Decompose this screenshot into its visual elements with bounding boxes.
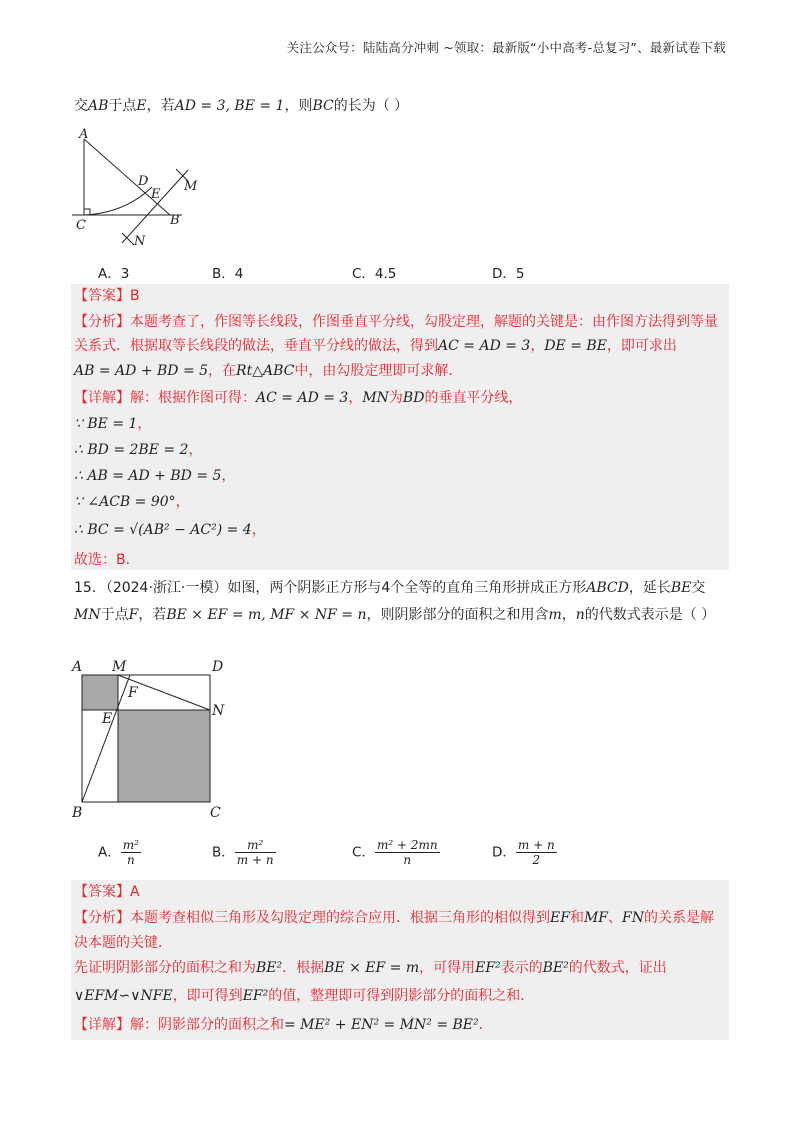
label-d: D <box>212 659 224 675</box>
large-shaded-square <box>118 710 210 802</box>
q15-stem-line1: 15．（2024·浙江·一模）如图，两个阴影正方形与4个全等的直角三角形拼成正方形ABCD，延长BE交 <box>74 580 706 596</box>
label-a: A <box>79 127 89 142</box>
label-c: C <box>210 805 221 820</box>
q14-step2: ∴ BD = 2BE = 2， <box>74 442 203 458</box>
q15-analysis-line1: 【分析】本题考查相似三角形及勾股定理的综合应用．根据三角形的相似得到EF和MF、FN的关系是解 <box>74 910 714 926</box>
q15-stem-line2: MN于点F，若BE × EF = m, MF × NF = n，则阴影部分的面积之和用含m，n的代数式表示是（ ） <box>74 607 716 623</box>
small-shaded-square <box>82 675 118 710</box>
q15-option-c: C． $\frac{\text{m² + 2mn}}{n}$ <box>352 838 438 867</box>
label-b: B <box>170 213 180 228</box>
q15-detail: 【详解】解：阴影部分的面积之和= ME² + EN² = MN² = BE²． <box>74 1017 493 1033</box>
q15-option-b: B． $\frac{\text{m²}}{m + n}$ <box>212 838 274 867</box>
q14-option-b: B．4 <box>212 266 244 282</box>
label-n: N <box>212 703 225 719</box>
label-b: B <box>72 805 83 820</box>
q14-step3: ∴ AB = AD + BD = 5， <box>74 468 236 484</box>
right-angle-mark <box>84 209 90 215</box>
q14-step5: ∴ BC = √(AB² − AC²) = 4， <box>74 522 266 538</box>
arc-cd <box>84 187 152 215</box>
q15-answer: 【答案】A <box>74 884 140 900</box>
label-c: C <box>76 218 86 233</box>
q14-analysis-line2: 关系式．根据取等长线段的做法，垂直平分线的做法，得到AC = AD = 3，DE = BE，即可求出 <box>74 338 677 354</box>
label-e: E <box>151 187 161 202</box>
q15-figure <box>68 655 238 820</box>
q14-figure <box>70 125 210 250</box>
q14-option-a: A．3 <box>98 266 130 282</box>
q14-step4: ∵ ∠ACB = 90°， <box>74 494 190 510</box>
q15-option-a: A． $\frac{\text{m²}}{n}$ <box>98 838 139 867</box>
q14-stem: 交AB于点E，若AD = 3, BE = 1，则BC的长为（ ） <box>74 98 409 114</box>
q14-answer: 【答案】B <box>74 288 140 304</box>
q15-analysis-line4: ∨EFM∽∨NFE，即可得到EF²的值，整理即可得到阴影部分的面积之和． <box>74 988 535 1004</box>
label-a: A <box>72 659 83 675</box>
q15-option-d: D． $\frac{m + n}{2}$ <box>492 838 555 867</box>
q14-analysis-line1: 【分析】本题考查了，作图等长线段，作图垂直平分线，勾股定理，解题的关键是：由作图方法得到等量 <box>74 314 718 330</box>
q14-detail-line1: 【详解】解：根据作图可得：AC = AD = 3，MN为BD的垂直平分线， <box>74 390 523 406</box>
label-d: D <box>138 174 149 189</box>
label-e: E <box>102 711 113 727</box>
arc-mark-n <box>122 233 134 245</box>
q14-step1: ∵ BE = 1， <box>74 416 152 432</box>
q14-option-c: C．4.5 <box>352 266 397 282</box>
page-header: 关注公众号：陆陆高分冲刺 ~领取：最新版“小中高考-总复习”、最新试卷下载 <box>286 40 726 55</box>
q15-analysis-line2: 决本题的关键． <box>74 935 172 951</box>
q14-analysis-line3: AB = AD + BD = 5，在Rt△ABC中，由勾股定理即可求解． <box>74 363 463 379</box>
label-m: M <box>184 179 198 194</box>
label-n: N <box>134 234 146 249</box>
label-f: F <box>128 685 138 701</box>
q14-choose: 故选：B． <box>74 552 140 568</box>
label-m: M <box>112 659 127 675</box>
q14-option-d: D．5 <box>492 266 525 282</box>
q15-analysis-line3: 先证明阴影部分的面积之和为BE²．根据BE × EF = m，可得用EF²表示的BE²的代数式，证出 <box>74 960 667 976</box>
